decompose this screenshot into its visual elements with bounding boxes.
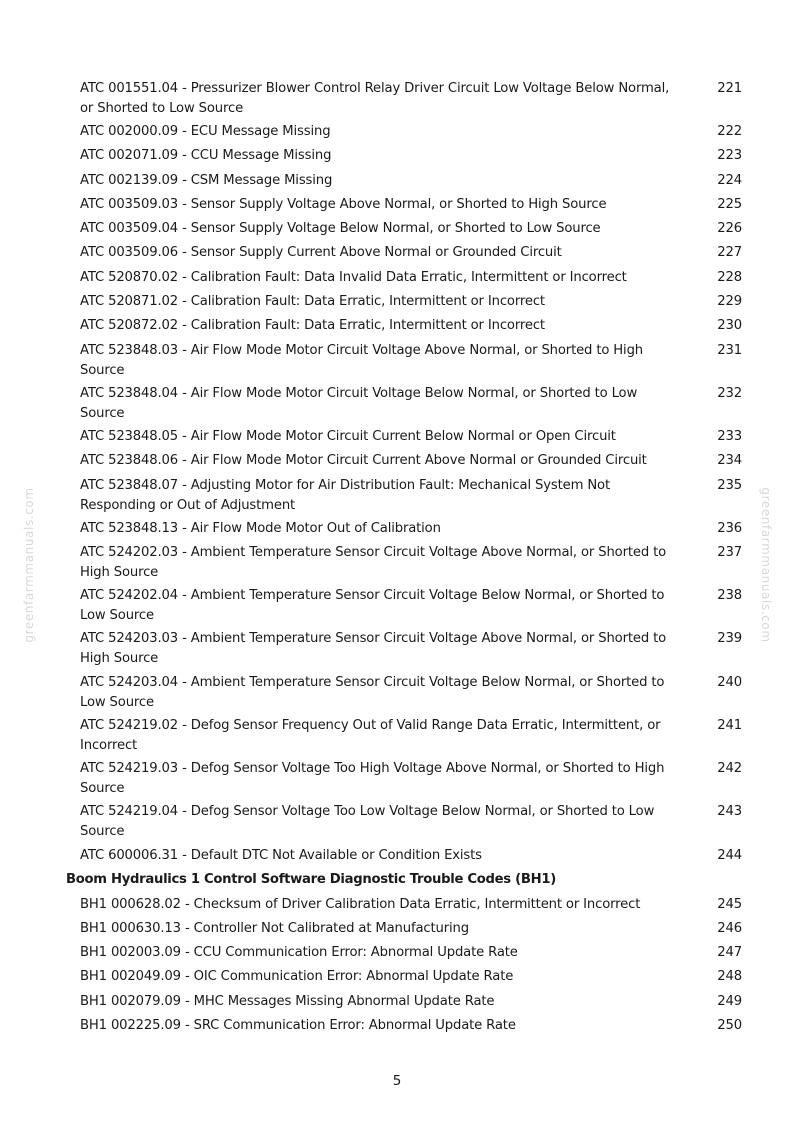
toc-entry-page: 228 [717,270,742,285]
toc-entry[interactable] [80,384,742,423]
toc-entry-page: 235 [717,478,742,493]
toc-entry-title: ATC 524202.04 - Ambient Temperature Sensor Circuit Voltage Below Normal, or Shorted to Low Source [80,588,665,623]
toc-entry[interactable] [80,543,742,582]
toc-entry-page: 227 [717,245,742,260]
toc-entry-page: 223 [717,148,742,163]
toc-entry-page: 232 [717,386,742,401]
toc-entry[interactable] [80,122,742,142]
toc-entry-title: ATC 520871.02 - Calibration Fault: Data Erratic, Intermittent or Incorrect [80,294,545,309]
toc-entry-title: ATC 524203.04 - Ambient Temperature Sensor Circuit Voltage Below Normal, or Shorted to Low Source [80,675,665,710]
toc-entry-page: 237 [717,545,742,560]
toc-entry-title: BH1 002225.09 - SRC Communication Error: Abnormal Update Rate [80,1018,516,1033]
toc-entry[interactable] [80,292,742,312]
watermark-text: greenfarmmanuals.com [759,487,773,643]
toc-entry-title: ATC 002071.09 - CCU Message Missing [80,148,332,163]
toc-entry-title: ATC 524219.03 - Defog Sensor Voltage Too High Voltage Above Normal, or Shorted to High Source [80,761,665,796]
toc-entry[interactable] [80,146,742,166]
toc-entry[interactable] [80,268,742,288]
toc-entry[interactable] [80,802,742,841]
toc-entry-title: ATC 524202.03 - Ambient Temperature Sensor Circuit Voltage Above Normal, or Shorted to High Source [80,545,667,580]
toc-entry[interactable] [80,171,742,191]
toc-entry-page: 239 [717,631,742,646]
toc-entry-title: ATC 003509.04 - Sensor Supply Voltage Below Normal, or Shorted to Low Source [80,221,601,236]
toc-entry-title: ATC 002139.09 - CSM Message Missing [80,173,333,188]
toc-entry-page: 246 [717,921,742,936]
toc-entry[interactable] [80,427,742,447]
toc-entry[interactable] [80,716,742,755]
toc-entry[interactable] [80,1016,742,1036]
toc-entry-page: 250 [717,1018,742,1033]
toc-entry[interactable] [80,219,742,239]
toc-entry-title: ATC 523848.13 - Air Flow Mode Motor Out of Calibration [80,521,441,536]
toc-entry-page: 242 [717,761,742,776]
toc-entry-page: 233 [717,429,742,444]
toc-entry-title: BH1 002049.09 - OIC Communication Error: Abnormal Update Rate [80,969,514,984]
toc-entry[interactable] [80,673,742,712]
toc-entry[interactable] [80,341,742,380]
toc-entry-page: 248 [717,969,742,984]
toc-entry-title: ATC 523848.07 - Adjusting Motor for Air Distribution Fault: Mechanical System Not Responding or Out of Adjustment [80,478,610,513]
toc-entry[interactable] [80,919,742,939]
toc-entry-page: 234 [717,453,742,468]
toc-entry[interactable] [80,451,742,471]
toc-entry-page: 238 [717,588,742,603]
toc-entry-page: 249 [717,994,742,1009]
toc-entry-title: ATC 001551.04 - Pressurizer Blower Control Relay Driver Circuit Low Voltage Below Normal, or Shorted to Low Source [80,81,670,116]
toc-entry-page: 241 [717,718,742,733]
toc-entry[interactable] [80,519,742,539]
watermark-text: greenfarmmanuals.com [22,487,36,643]
toc-entry[interactable] [80,895,742,915]
toc-entry-title: BH1 000628.02 - Checksum of Driver Calibration Data Erratic, Intermittent or Incorrect [80,897,641,912]
toc-entry-page: 225 [717,197,742,212]
toc-entry-title: ATC 520870.02 - Calibration Fault: Data Invalid Data Erratic, Intermittent or Incorrect [80,270,627,285]
toc-entry-title: ATC 524219.04 - Defog Sensor Voltage Too Low Voltage Below Normal, or Shorted to Low Source [80,804,655,839]
toc-entry-page: 247 [717,945,742,960]
toc-entry[interactable] [80,586,742,625]
toc-entry-title: ATC 523848.06 - Air Flow Mode Motor Circuit Current Above Normal or Grounded Circuit [80,453,647,468]
toc-entry-title: BH1 002003.09 - CCU Communication Error: Abnormal Update Rate [80,945,518,960]
toc-entry-page: 231 [717,343,742,358]
page-number: 5 [392,1073,402,1089]
toc-entry-page: 245 [717,897,742,912]
toc-entry-page: 222 [717,124,742,139]
toc-entry-page: 224 [717,173,742,188]
toc-entry-page: 240 [717,675,742,690]
toc-entry-page: 236 [717,521,742,536]
toc-entry-title: ATC 523848.03 - Air Flow Mode Motor Circuit Voltage Above Normal, or Shorted to High Source [80,343,644,378]
toc-entry[interactable] [80,846,742,866]
toc-entry[interactable] [80,943,742,963]
toc-entry-title: ATC 524203.03 - Ambient Temperature Sensor Circuit Voltage Above Normal, or Shorted to High Source [80,631,667,666]
toc-entry[interactable] [80,759,742,798]
toc-entry-title: ATC 002000.09 - ECU Message Missing [80,124,331,139]
toc-entry[interactable] [80,316,742,336]
toc-entry-title: ATC 003509.03 - Sensor Supply Voltage Above Normal, or Shorted to High Source [80,197,607,212]
toc-entry-title: ATC 523848.04 - Air Flow Mode Motor Circuit Voltage Below Normal, or Shorted to Low Source [80,386,638,421]
toc-entry-page: 230 [717,318,742,333]
toc-entry[interactable] [80,243,742,263]
toc-entry[interactable] [80,992,742,1012]
toc-entry[interactable] [80,79,742,118]
toc-entry-page: 244 [717,848,742,863]
toc-entry-page: 221 [717,81,742,96]
toc-entry-title: ATC 523848.05 - Air Flow Mode Motor Circuit Current Below Normal or Open Circuit [80,429,616,444]
toc-entry-title: BH1 002079.09 - MHC Messages Missing Abnormal Update Rate [80,994,495,1009]
toc-entry-title: ATC 003509.06 - Sensor Supply Current Above Normal or Grounded Circuit [80,245,562,260]
toc-entry-title: ATC 520872.02 - Calibration Fault: Data Erratic, Intermittent or Incorrect [80,318,545,333]
toc-entry[interactable] [80,967,742,987]
toc-entry-title: ATC 600006.31 - Default DTC Not Available or Condition Exists [80,848,482,863]
toc-entry-page: 229 [717,294,742,309]
toc-entry-page: 243 [717,804,742,819]
toc-entry[interactable] [80,629,742,668]
toc-entry[interactable] [80,195,742,215]
toc-entry[interactable] [80,476,742,515]
section-heading: Boom Hydraulics 1 Control Software Diagnostic Trouble Codes (BH1) [66,872,556,887]
toc-entry-page: 226 [717,221,742,236]
toc-entry-title: BH1 000630.13 - Controller Not Calibrated at Manufacturing [80,921,469,936]
toc-entry-title: ATC 524219.02 - Defog Sensor Frequency Out of Valid Range Data Erratic, Intermittent, or Incorrect [80,718,661,753]
